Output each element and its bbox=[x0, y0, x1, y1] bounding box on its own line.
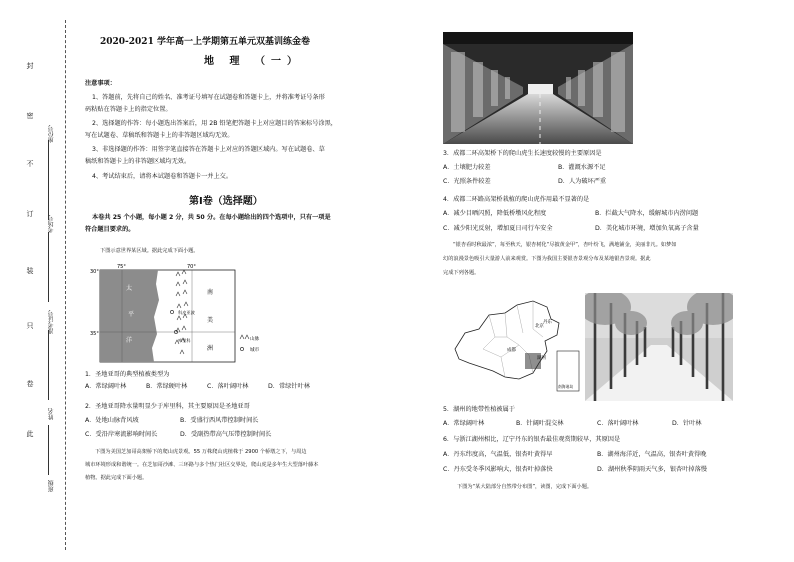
cut-line bbox=[65, 20, 66, 550]
section-intro: 本卷共 25 个小题，每小题 2 分，共 50 分。在每小题给出的四个选项中，只有一项是 bbox=[92, 214, 331, 221]
q4-opt: C．减少阳光反射，增加夏日司行车安全 bbox=[443, 225, 553, 232]
q3-opt: C．光照条件较差 bbox=[443, 178, 491, 185]
q3-stem: 3．成都二环高架桥下的爬山虎生长速度较慢的主要原因是 bbox=[443, 150, 602, 157]
seal-char: 只 bbox=[26, 322, 34, 330]
note-line: 1、答题前，先将自己的姓名、准考证号填写在试题卷和答题卡上，并将准考证号条形 bbox=[92, 94, 325, 101]
legend-mountain: 山脉 bbox=[250, 337, 260, 342]
q5-opt: B．针阔叶混交林 bbox=[516, 420, 564, 427]
passage2-line: 城市环境形成和谐统一。在芝加哥沙滩、三环路与多个热门社区交界处，爬山虎是多年生大型落叶藤本 bbox=[85, 462, 319, 468]
ocean-label: 洋 bbox=[126, 337, 133, 344]
note-line: 3、非选择题的作答：用签字笔直接答在答题卡上对应的答题区域内。写在试题卷、草 bbox=[92, 146, 325, 153]
lat-label: 30° bbox=[90, 269, 99, 275]
seal-char: 卷 bbox=[26, 380, 34, 388]
q2-opt: B．受盛行西风带控制时间长 bbox=[180, 417, 259, 424]
q4-opt: D．美化城市环境，增加负氧离子含量 bbox=[595, 225, 699, 232]
seal-char: 密 bbox=[26, 112, 34, 120]
q3-opt: B．灌溉水源不足 bbox=[558, 164, 606, 171]
south-america-map bbox=[90, 262, 330, 364]
q5-stem: 5．湖州的地带性植被属于 bbox=[443, 406, 515, 413]
q5-opt: D．针叶林 bbox=[672, 420, 702, 427]
place-label: 成都 bbox=[507, 348, 516, 353]
q4-opt: A．减少目晒闪照，降低桥墩风化程度 bbox=[443, 210, 547, 217]
place-label: 北京 bbox=[535, 324, 544, 329]
label-room: 考场号 bbox=[48, 215, 55, 233]
passage3-line: “银杏看时秋最浓”，每至秋天，银杏树化“尽披黄金甲”，杏叶纷飞，满地铺金，美丽非凡。如梦如 bbox=[453, 242, 677, 248]
lon-label: 70° bbox=[187, 264, 196, 270]
q1-opt: C．落叶阔叶林 bbox=[207, 383, 249, 390]
overpass-photo bbox=[443, 32, 633, 144]
q3-opt: D．人为破坏严重 bbox=[558, 178, 607, 185]
note-line: 2、选择题的作答：每小题选出答案后，用 2B 铅笔把答题卡上对应题目的答案标号涂黑， bbox=[92, 120, 337, 127]
seal-char: 封 bbox=[26, 62, 34, 70]
q6-opt: C．丹东受冬季风影响大，银杏叶掉落快 bbox=[443, 466, 553, 473]
passage2-line: 下图为美国芝加哥高架桥下的爬山虎景观。55 万株爬山虎植株于 2900 个桥墩之下，与周边 bbox=[95, 449, 307, 455]
note-line: 4、考试结束后，请将本试题卷和答题卡一并上交。 bbox=[92, 173, 233, 180]
label-seat: 座位号 bbox=[48, 125, 55, 143]
exam-title: 2020-2021 学年高一上学期第五单元双基训练金卷 bbox=[100, 37, 310, 47]
label-name: 姓名 bbox=[48, 408, 55, 420]
seal-char: 订 bbox=[26, 210, 34, 218]
q1-opt: A．常绿阔叶林 bbox=[85, 383, 127, 390]
q6-stem: 6．与浙江湖州相比，辽宁丹东的银杏最佳观赏期较早，其原因是 bbox=[443, 436, 621, 443]
passage2-line: 植物。据此完成下面小题。 bbox=[85, 475, 148, 481]
q4-stem: 4．成都二环路高架桥栽植的爬山虎作用最不显著的是 bbox=[443, 196, 590, 203]
q2-opt: D．受副热带高气压带控制时间长 bbox=[180, 431, 272, 438]
lat-label: 35° bbox=[90, 331, 99, 337]
note-line: 稿纸和答题卡上的非答题区域均无效。 bbox=[85, 158, 191, 165]
binding-margin bbox=[0, 0, 92, 562]
closing-caption: 下图为“某大陆部分自然带分布图”，读图，完成下面小题。 bbox=[457, 484, 593, 490]
q4-opt: B．拦截大气降水，缓解城市内涝问题 bbox=[595, 210, 699, 217]
q1-opt: B．常绿硬叶林 bbox=[146, 383, 188, 390]
q6-opt: B．湖州海洋近，气温高，银杏叶黄得晚 bbox=[597, 451, 707, 458]
ocean-label: 平 bbox=[128, 311, 135, 318]
q5-opt: A．常绿阔叶林 bbox=[443, 420, 485, 427]
china-map bbox=[447, 293, 582, 401]
section-intro: 符合题目要求的。 bbox=[85, 226, 135, 233]
land-label: 南 bbox=[207, 289, 214, 296]
blank-line bbox=[48, 232, 49, 302]
q1-stem: 1．圣地亚哥的典型植被类型为 bbox=[85, 371, 170, 378]
place-label: 南海诸岛 bbox=[558, 384, 574, 389]
q2-stem: 2．圣地亚哥降水量明显少于库里科，其主要原因是圣地亚哥 bbox=[85, 403, 250, 410]
q6-opt: A．丹东纬度高，气温低，银杏叶黄得早 bbox=[443, 451, 553, 458]
seal-char: 此 bbox=[26, 430, 34, 438]
land-label: 洲 bbox=[207, 345, 214, 352]
note-line: 码粘贴在答题卡上的指定位置。 bbox=[85, 106, 172, 113]
place-label: 丹东 bbox=[543, 320, 552, 325]
city-label: 库里科 bbox=[178, 338, 191, 343]
q5-opt: C．落叶阔叶林 bbox=[597, 420, 639, 427]
q3-opt: A．土壤肥力较差 bbox=[443, 164, 491, 171]
blank-line bbox=[48, 140, 49, 220]
lon-label: 75° bbox=[117, 264, 126, 270]
map1-caption: 下图示意世界某区域。据此完成下面小题。 bbox=[100, 248, 199, 254]
blank-line bbox=[48, 425, 49, 475]
notes-heading: 注意事项： bbox=[85, 80, 116, 87]
blank-line bbox=[48, 330, 49, 400]
label-exam-id: 准考证号 bbox=[48, 310, 55, 334]
passage3-line: 幻的浪漫景色吸引大量游人前来观赏。下图为我国主要银杏景观分布及某地银杏景观。据此 bbox=[443, 256, 651, 262]
label-class: 班级 bbox=[48, 480, 55, 492]
q6-opt: D．湖州秋季阴雨天气多，银杏叶掉落慢 bbox=[597, 466, 707, 473]
ocean-label: 太 bbox=[126, 285, 133, 292]
note-line: 写在试题卷、草稿纸和答题卡上的非答题区域均无效。 bbox=[85, 132, 234, 139]
legend-city: 城市 bbox=[250, 348, 260, 353]
ginkgo-photo bbox=[585, 293, 733, 401]
seal-char: 不 bbox=[26, 160, 34, 168]
place-label: 湖州 bbox=[537, 356, 546, 361]
exam-subject: 地 理 （一） bbox=[204, 56, 303, 67]
q1-opt: D．常绿针叶林 bbox=[268, 383, 310, 390]
section-title: 第Ⅰ卷（选择题） bbox=[189, 196, 263, 207]
q2-opt: A．处地山脉背风坡 bbox=[85, 417, 139, 424]
q2-opt: C．受沿岸寒流影响时间长 bbox=[85, 431, 158, 438]
city-label: 科皮亚波 bbox=[178, 310, 195, 315]
passage3-line: 完成下列各题。 bbox=[443, 270, 480, 276]
land-label: 美 bbox=[207, 317, 214, 324]
seal-char: 装 bbox=[26, 267, 34, 275]
